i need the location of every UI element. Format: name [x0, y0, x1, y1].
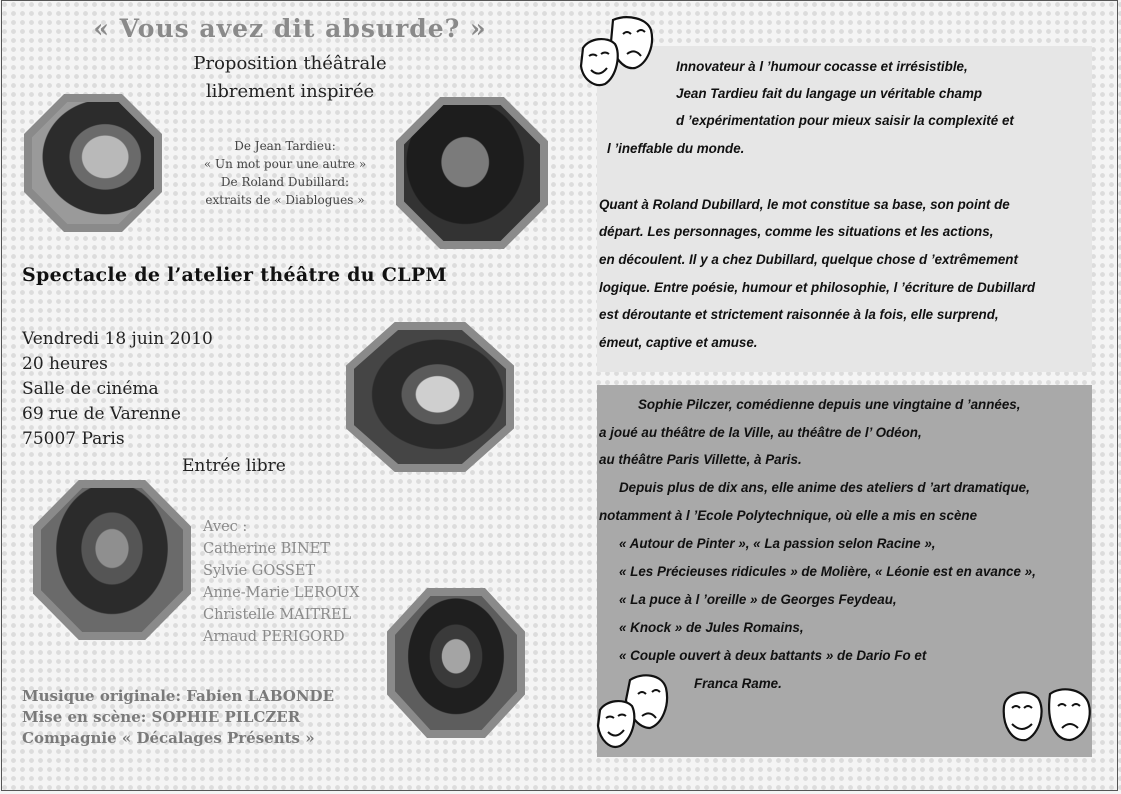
text-line: est déroutante et strictement raisonnée à la fois, elle surprend,: [599, 307, 999, 322]
event-city: 75007 Paris: [22, 429, 125, 449]
portrait-photo-1: [24, 94, 162, 232]
text-line: en découlent. Il y a chez Dubillard, quelque chose d ’extrêmement: [599, 252, 1018, 267]
subtitle: [140, 50, 440, 106]
event-date: Vendredi 18 juin 2010: [22, 329, 213, 349]
cast-member: Arnaud PERIGORD: [203, 629, 345, 645]
text-line: « La puce à l ’oreille » de Georges Feydeau,: [619, 592, 897, 607]
portrait-photo-3: [346, 322, 514, 472]
portrait-photo-2: [396, 97, 548, 249]
event-venue: Salle de cinéma: [22, 379, 159, 399]
theater-masks-icon: [577, 14, 655, 96]
text-line: logique. Entre poésie, humour et philosophie, l ’écriture de Dubillard: [599, 280, 1035, 295]
text-line: d ’expérimentation pour mieux saisir la complexité et: [676, 113, 1014, 128]
text-line: notamment à l ’Ecole Polytechnique, où elle a mis en scène: [599, 508, 978, 523]
text-line: Depuis plus de dix ans, elle anime des ateliers d ’art dramatique,: [619, 480, 1030, 495]
text-line: « Autour de Pinter », « La passion selon Racine »,: [619, 536, 936, 551]
text-line: au théâtre Paris Villette, à Paris.: [599, 452, 802, 467]
text-line: Sophie Pilczer, comédienne depuis une vingtaine d ’années,: [638, 397, 1021, 412]
cast-member: Christelle MAITREL: [203, 607, 352, 623]
credit-line: Musique originale: Fabien LABONDE: [22, 687, 334, 705]
text-line: Innovateur à l ’humour cocasse et irrésistible,: [676, 59, 968, 74]
cast-member: Sylvie GOSSET: [203, 563, 316, 579]
subtitle-line: librement inspirée: [205, 81, 375, 102]
text-line: Jean Tardieu fait du langage un véritable champ: [676, 86, 983, 101]
text-line: Franca Rame.: [694, 676, 782, 691]
spectacle-heading: Spectacle de l’atelier théâtre du CLPM: [22, 264, 447, 286]
text-line: émeut, captive et amuse.: [599, 335, 758, 350]
cast-label: Avec :: [203, 519, 248, 535]
cast-member: Anne-Marie LEROUX: [203, 585, 360, 601]
portrait-photo-4: [33, 480, 191, 640]
author-line: De Jean Tardieu:: [234, 139, 336, 153]
theater-masks-icon: [1000, 684, 1096, 746]
credit-line: Compagnie « Décalages Présents »: [22, 729, 315, 747]
credit-line: Mise en scène: SOPHIE PILCZER: [22, 708, 301, 726]
theater-masks-icon: [596, 672, 672, 756]
event-time: 20 heures: [22, 354, 108, 374]
subtitle-line: Proposition théâtrale: [193, 53, 387, 74]
text-line: « Couple ouvert à deux battants » de Dario Fo et: [619, 648, 927, 663]
authors-block: [170, 137, 400, 209]
text-line: « Knock » de Jules Romains,: [619, 620, 804, 635]
cast-list: [203, 516, 359, 648]
text-line: Quant à Roland Dubillard, le mot constitue sa base, son point de: [599, 197, 1010, 212]
event-info: [22, 327, 213, 452]
credits: [22, 686, 334, 749]
author-line: extraits de « Diablogues »: [205, 193, 365, 207]
author-line: « Un mot pour une autre »: [203, 157, 367, 171]
text-line: a joué au théâtre de la Ville, au théâtre de l’ Odéon,: [599, 425, 922, 440]
text-line: départ. Les personnages, comme les situations et les actions,: [599, 224, 994, 239]
page-title: « Vous avez dit absurde? »: [93, 14, 487, 43]
event-street: 69 rue de Varenne: [22, 404, 181, 424]
author-line: De Roland Dubillard:: [220, 175, 350, 189]
entry-note: Entrée libre: [182, 456, 286, 476]
cast-member: Catherine BINET: [203, 541, 330, 557]
text-line: « Les Précieuses ridicules » de Molière, « Léonie est en avance »,: [619, 564, 1036, 579]
portrait-photo-5: [387, 588, 525, 738]
text-line: l ’ineffable du monde.: [607, 141, 745, 156]
